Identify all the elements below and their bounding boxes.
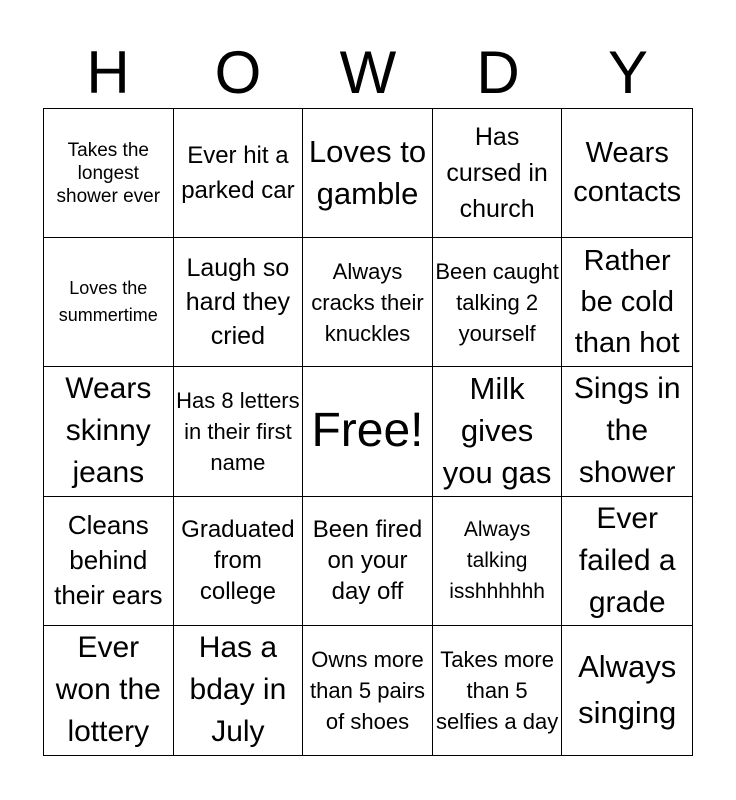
bingo-cell[interactable] xyxy=(562,109,692,238)
bingo-cell[interactable] xyxy=(433,238,563,367)
bingo-cell[interactable] xyxy=(174,626,304,755)
bingo-cell[interactable] xyxy=(433,626,563,755)
header-letter-h: H xyxy=(86,39,130,106)
bingo-cell[interactable] xyxy=(562,497,692,626)
bingo-cell[interactable] xyxy=(44,626,174,755)
bingo-cell[interactable] xyxy=(174,238,304,367)
header-letter-w: W xyxy=(339,39,397,106)
cell-text: Milk gives you gas xyxy=(442,371,552,491)
cell-text: Has a bday in July xyxy=(189,631,287,749)
bingo-cell[interactable] xyxy=(433,497,563,626)
header-letter-d: D xyxy=(476,39,520,106)
bingo-cell[interactable] xyxy=(303,238,433,367)
bingo-cell[interactable] xyxy=(562,626,692,755)
bingo-cell[interactable] xyxy=(562,367,692,496)
cell-text: Has cursed in church xyxy=(446,123,548,224)
cell-text: Takes more than 5 selfies a day xyxy=(435,646,559,734)
cell-text: Owns more than 5 pairs of shoes xyxy=(310,646,425,734)
bingo-cell[interactable] xyxy=(174,109,304,238)
header-letter-o: O xyxy=(214,39,262,106)
cell-text: Always cracks their knuckles xyxy=(311,258,424,346)
bingo-cell[interactable] xyxy=(303,109,433,238)
bingo-cell[interactable] xyxy=(303,497,433,626)
cell-text: Ever won the lottery xyxy=(55,631,161,749)
bingo-cell[interactable] xyxy=(562,238,692,367)
free-space-label: Free! xyxy=(311,404,424,458)
cell-text: Loves to gamble xyxy=(308,134,427,212)
cell-text: Sings in the shower xyxy=(573,372,681,490)
cell-text: Wears contacts xyxy=(573,137,682,209)
cell-text: Has 8 letters in their first name xyxy=(176,387,300,475)
bingo-board xyxy=(43,108,693,756)
cell-text: Rather be cold than hot xyxy=(574,244,680,359)
cell-text: Ever hit a parked car xyxy=(181,142,295,205)
bingo-cell[interactable] xyxy=(174,497,304,626)
bingo-cell[interactable] xyxy=(44,109,174,238)
bingo-cell[interactable] xyxy=(44,497,174,626)
cell-text: Wears skinny jeans xyxy=(65,372,152,490)
cell-text: Cleans behind their ears xyxy=(54,510,163,611)
bingo-cell[interactable] xyxy=(44,238,174,367)
cell-text: Loves the summertime xyxy=(58,278,158,326)
cell-text: Been caught talking 2 yourself xyxy=(435,258,559,346)
cell-text: Laugh so hard they cried xyxy=(185,254,291,351)
bingo-cell[interactable] xyxy=(174,367,304,496)
header-letter-y: Y xyxy=(607,39,649,106)
cell-text: Always singing xyxy=(578,649,677,731)
bingo-cell[interactable] xyxy=(433,109,563,238)
cell-text: Always talking isshhhhhh xyxy=(449,518,545,604)
free-space[interactable] xyxy=(303,367,433,496)
cell-text: Graduated from college xyxy=(181,516,295,606)
bingo-cell[interactable] xyxy=(433,367,563,496)
bingo-cell[interactable] xyxy=(44,367,174,496)
cell-text: Ever failed a grade xyxy=(578,501,676,619)
bingo-header xyxy=(43,39,693,106)
cell-text: Takes the longest shower ever xyxy=(56,139,161,207)
bingo-cell[interactable] xyxy=(303,626,433,755)
cell-text: Been fired on your day off xyxy=(312,516,423,606)
